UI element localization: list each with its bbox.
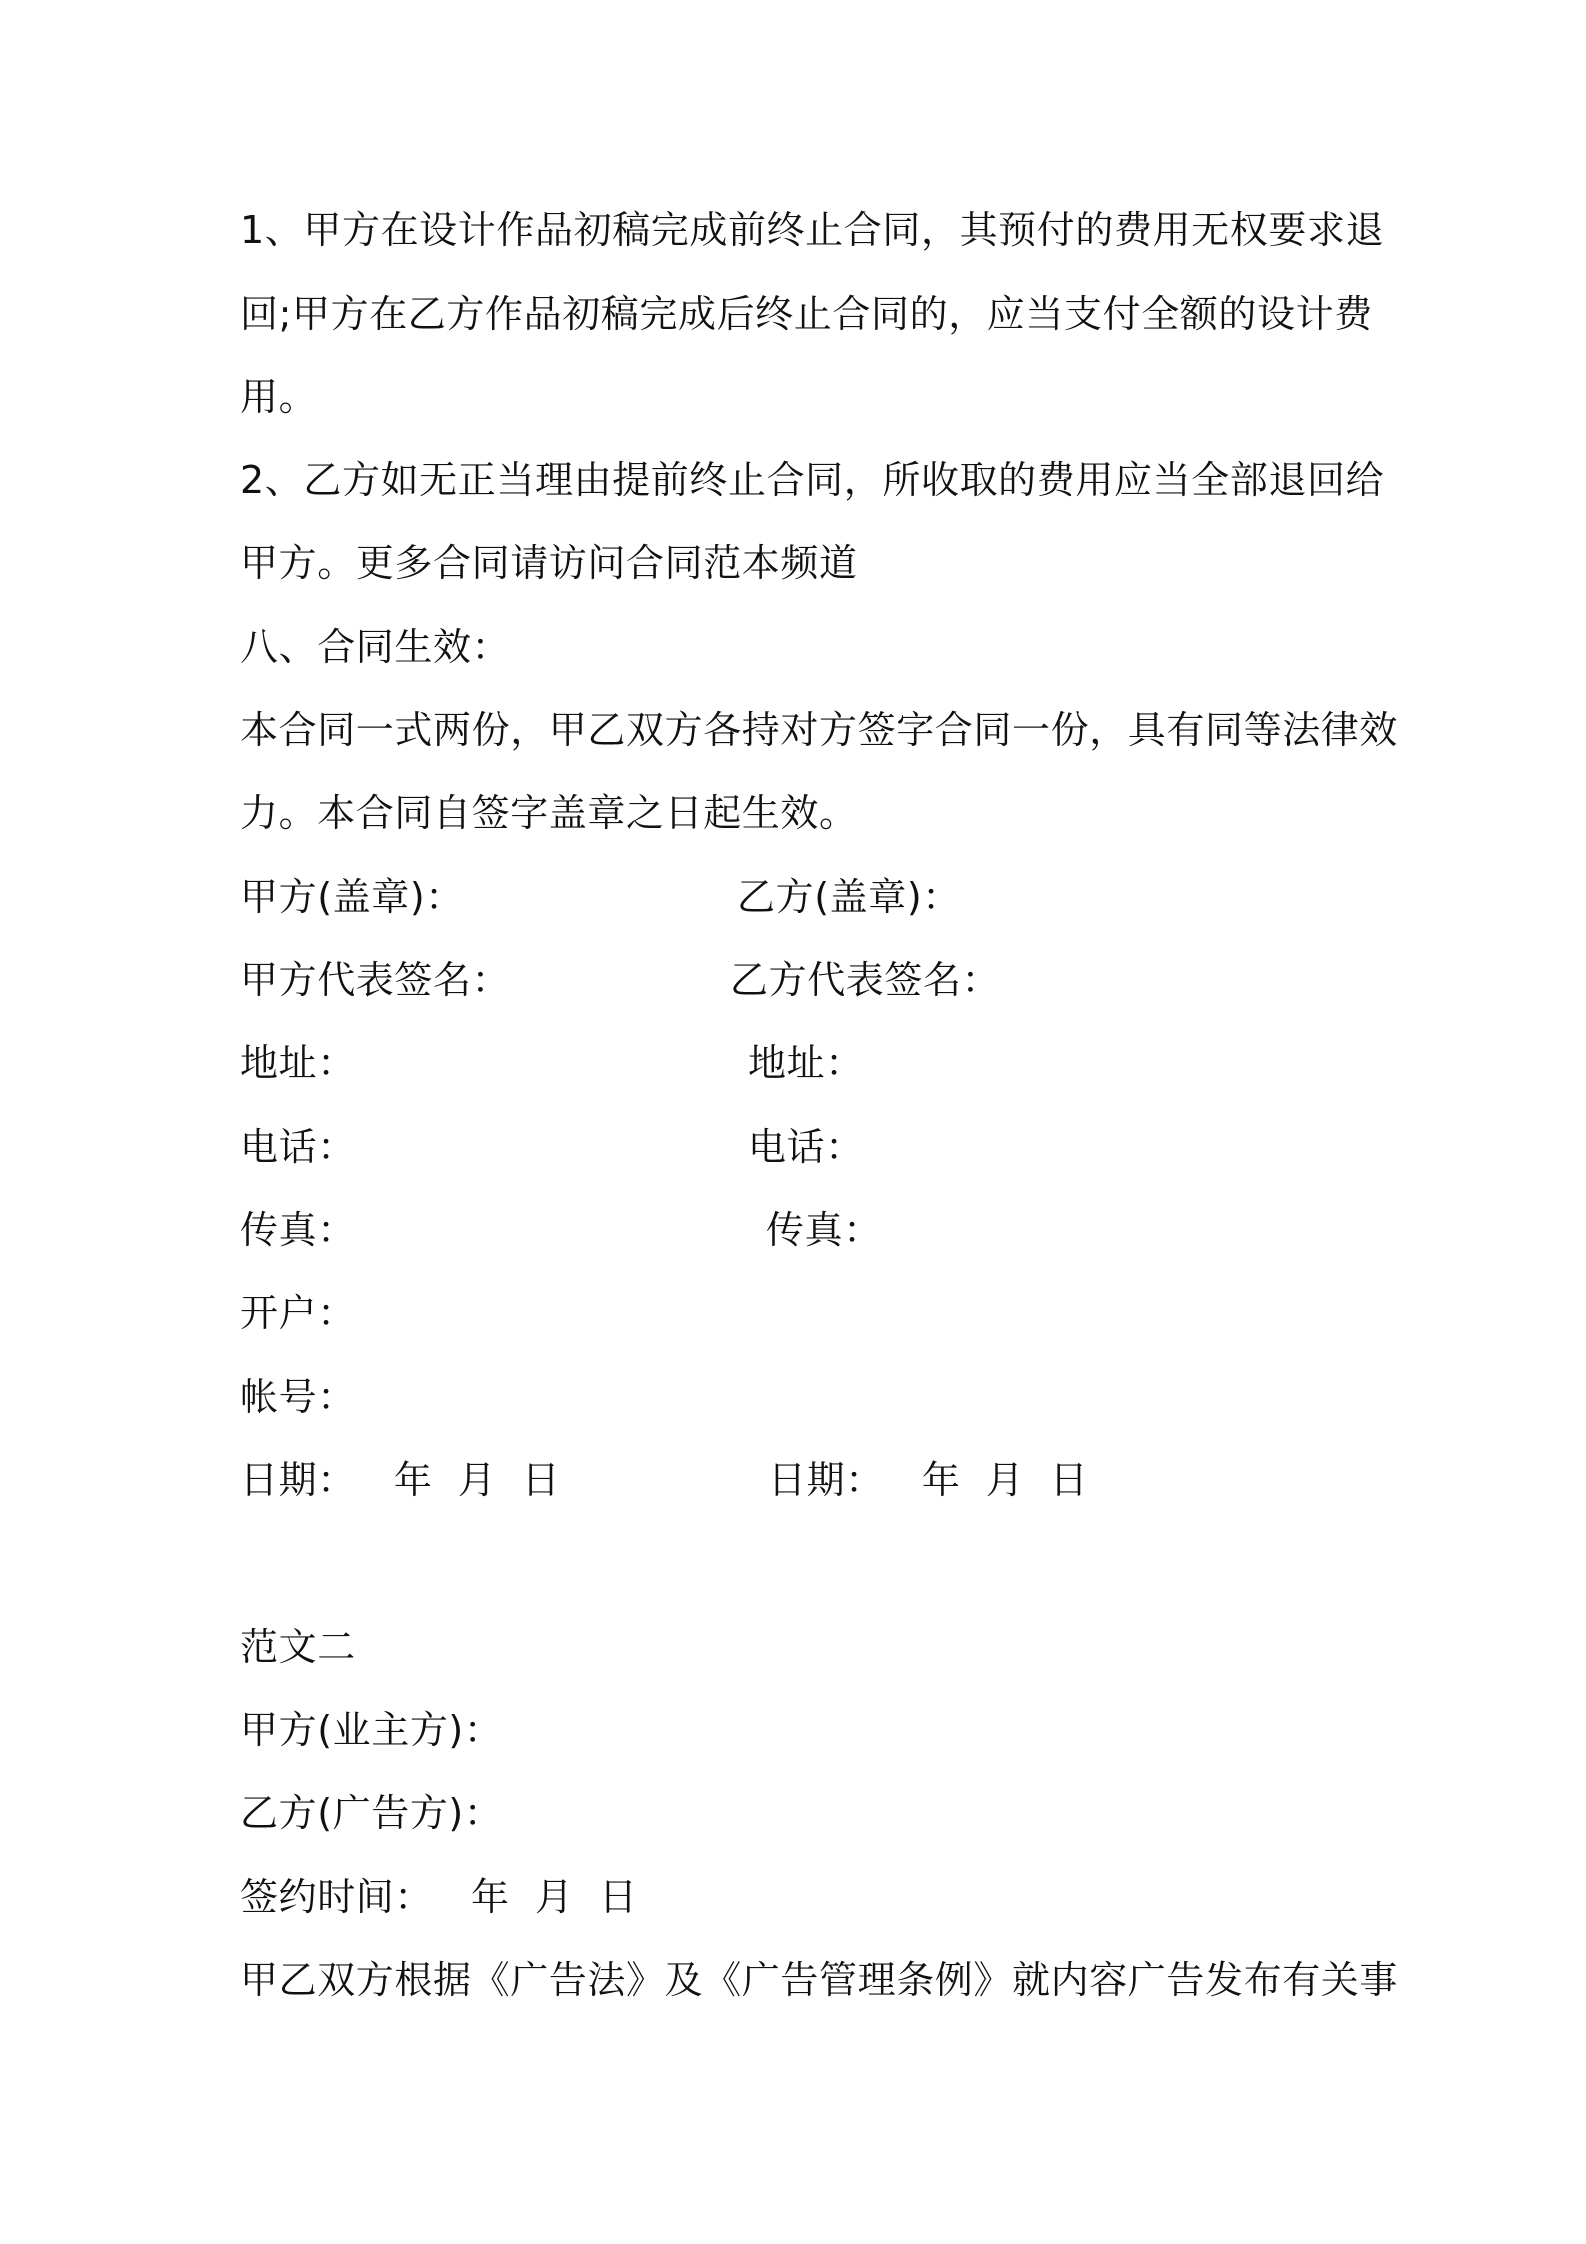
clause-1-line-3: 用。	[240, 375, 318, 419]
account-label: 帐号：	[240, 1375, 356, 1419]
clause-2-line-2: 甲方。更多合同请访问合同范本频道	[240, 541, 858, 585]
party-a-address-label: 地址：	[240, 1041, 356, 1085]
party-b-seal-label: 乙方(盖章)：	[737, 875, 961, 919]
party-a-fax-label: 传真：	[240, 1208, 356, 1252]
bank-label: 开户：	[240, 1291, 356, 1335]
clause-1-line-1: 1、甲方在设计作品初稿完成前终止合同，其预付的费用无权要求退	[240, 208, 1385, 252]
sample-2-party-a: 甲方(业主方)：	[240, 1708, 503, 1752]
party-a-seal-label: 甲方(盖章)：	[240, 875, 464, 919]
party-b-phone-label: 电话：	[748, 1125, 864, 1169]
effect-line-2: 力。本合同自签字盖章之日起生效。	[240, 791, 858, 835]
sample-2-sign-time: 签约时间： 年 月 日	[240, 1875, 638, 1919]
clause-2-line-1: 2、乙方如无正当理由提前终止合同，所收取的费用应当全部退回给	[240, 458, 1385, 502]
effect-line-1: 本合同一式两份，甲乙双方各持对方签字合同一份，具有同等法律效	[240, 708, 1399, 752]
party-b-date-label: 日期： 年 月 日	[768, 1458, 1089, 1502]
sample-2-title: 范文二	[240, 1625, 356, 1669]
section-8-heading: 八、合同生效：	[240, 625, 511, 669]
party-a-phone-label: 电话：	[240, 1125, 356, 1169]
party-b-fax-label: 传真：	[766, 1208, 882, 1252]
party-a-date-label: 日期： 年 月 日	[240, 1458, 561, 1502]
party-a-rep-label: 甲方代表签名：	[240, 958, 511, 1002]
sample-2-intro: 甲乙双方根据《广告法》及《广告管理条例》就内容广告发布有关事	[240, 1958, 1399, 2002]
party-b-rep-label: 乙方代表签名：	[730, 958, 1001, 1002]
party-b-address-label: 地址：	[748, 1041, 864, 1085]
sample-2-party-b: 乙方(广告方)：	[240, 1791, 503, 1835]
clause-1-line-2: 回;甲方在乙方作品初稿完成后终止合同的，应当支付全额的设计费	[240, 292, 1373, 336]
